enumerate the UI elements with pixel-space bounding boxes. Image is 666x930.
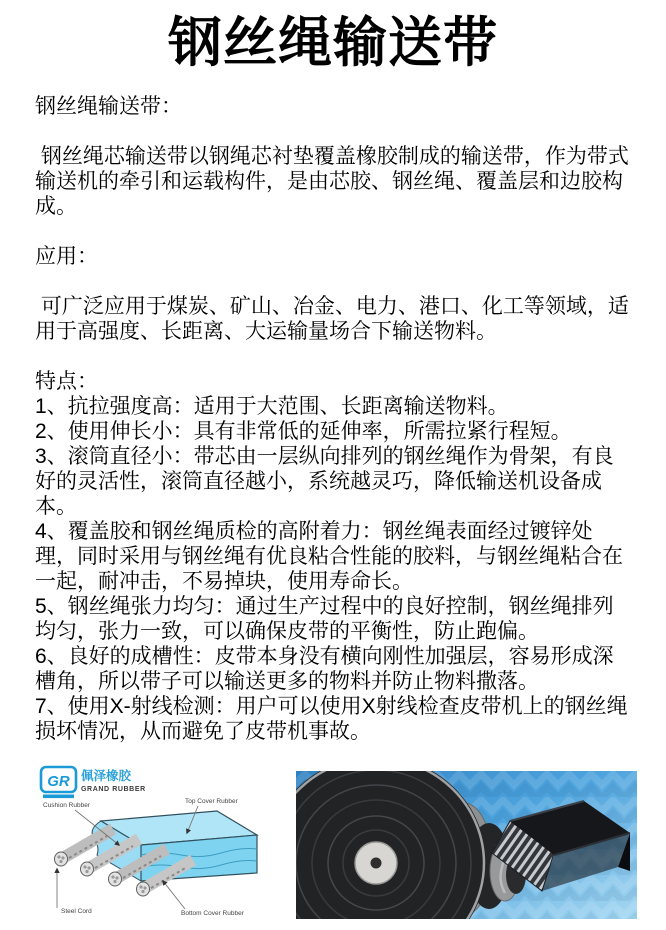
belt-structure-diagram-svg <box>35 763 283 920</box>
document-body <box>35 94 631 744</box>
figures-row <box>35 763 637 920</box>
feature-item-1: 1、抗拉强度高：适用于大范围、长距离输送物料。 <box>35 395 509 418</box>
intro-label: 钢丝绳输送带： <box>35 95 182 118</box>
intro-paragraph: 钢丝绳芯输送带以钢绳芯衬垫覆盖橡胶制成的输送带，作为带式输送机的牵引和运载构件，是由芯胶、钢丝绳、覆盖层和边胶构成。 <box>35 145 629 218</box>
bottom-cover-rubber-label: Bottom Cover Rubber <box>181 910 244 917</box>
steel-cord-label: Steel Cord <box>61 908 92 915</box>
feature-item-5: 5、钢丝绳张力均匀：通过生产过程中的良好控制，钢丝绳排列均匀，张力一致，可以确保皮带的平衡性，防止跑偏。 <box>35 595 614 643</box>
logo-english-name: GRAND RUBBER <box>81 786 146 793</box>
logo-underline <box>43 795 74 799</box>
top-cover-rubber-label: Top Cover Rubber <box>185 798 238 805</box>
feature-item-7: 7、使用X-射线检测：用户可以使用X射线检查皮带机上的钢丝绳损坏情况，从而避免了皮带机事故。 <box>35 695 628 743</box>
conveyor-belt-photo <box>296 771 637 919</box>
grand-rubber-logo <box>41 767 146 798</box>
logo-chinese-name: 佩泽橡胶 <box>81 769 132 783</box>
feature-item-2: 2、使用伸长小：具有非常低的延伸率，所需拉紧行程短。 <box>35 420 572 443</box>
feature-item-3: 3、滚筒直径小：带芯由一层纵向排列的钢丝绳作为骨架，有良好的灵活性，滚筒直径越小，系统越灵巧，降低输送机设备成本。 <box>35 445 614 518</box>
feature-item-4: 4、覆盖胶和钢丝绳质检的高附着力：钢丝绳表面经过镀锌处理，同时采用与钢丝绳有优良粘合性能的胶料，与钢丝绳粘合在一起，耐冲击，不易掉块，使用寿命长。 <box>35 520 623 593</box>
belt-structure-diagram <box>35 763 283 920</box>
belt-block-drawing <box>55 811 258 896</box>
features-label: 特点： <box>35 370 98 393</box>
application-label: 应用： <box>35 245 98 268</box>
feature-item-6: 6、良好的成槽性：皮带本身没有横向刚性加强层，容易形成深槽角，所以带子可以输送更多的物料并防止物料撒落。 <box>35 645 614 693</box>
conveyor-belt-photo-svg <box>296 771 637 919</box>
page-title: 钢丝绳输送带 <box>168 13 498 73</box>
main-belt-roll <box>296 771 486 919</box>
application-paragraph: 可广泛应用于煤炭、矿山、冶金、电力、港口、化工等领域，适用于高强度、长距离、大运输量场合下输送物料。 <box>35 295 629 343</box>
logo-monogram: GR <box>47 773 70 790</box>
cushion-rubber-label: Cushion Rubber <box>43 802 90 809</box>
